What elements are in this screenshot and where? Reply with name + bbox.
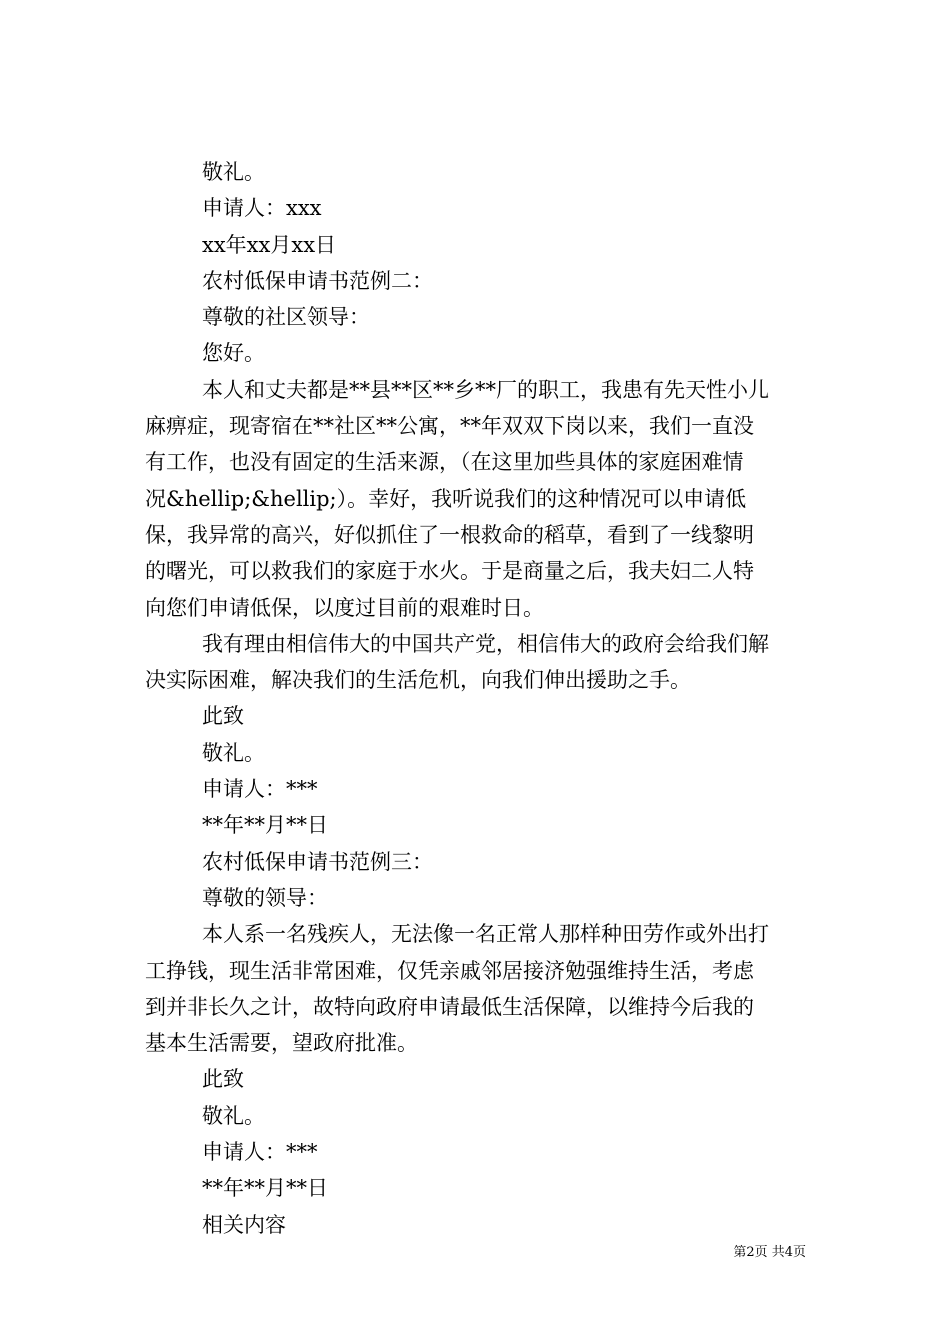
addressee-line: 尊敬的领导： [202,885,328,910]
paragraph-line: 的曙光，可以救我们的家庭于水火。于是商量之后，我夫妇二人特 [145,559,754,584]
paragraph-line: 工挣钱，现生活非常困难，仅凭亲戚邻居接济勉强维持生活，考虑 [145,958,754,983]
paragraph-line: 保，我异常的高兴，好似抓住了一根救命的稻草，看到了一线黎明 [145,522,754,547]
paragraph-line: 基本生活需要，望政府批准。 [145,1031,418,1056]
paragraph-line: 决实际困难，解决我们的生活危机，向我们伸出援助之手。 [145,668,691,693]
paragraph-line: 向您们申请低保，以度过目前的艰难时日。 [145,595,544,620]
addressee-line: 尊敬的社区领导： [202,305,370,330]
applicant-line: 申请人：*** [202,1140,318,1165]
paragraph-line: 到并非长久之计，故特向政府申请最低生活保障，以维持今后我的 [145,994,754,1019]
paragraph-line: 本人和丈夫都是**县**区**乡**厂的职工，我患有先天性小儿 [202,377,769,402]
date-line: xx年xx月xx日 [202,232,337,257]
paragraph-line: 麻痹症，现寄宿在**社区**公寓，**年双双下岗以来，我们一直没 [145,414,754,439]
paragraph-line: 有工作，也没有固定的生活来源，（在这里加些具体的家庭困难情 [145,450,744,475]
body-paragraph [145,916,805,1061]
salutation-closing: 敬礼。 [202,1103,265,1128]
date-line: **年**月**日 [202,1176,328,1201]
closing-line: 此致 [202,704,244,729]
paragraph-line: 本人系一名残疾人，无法像一名正常人那样种田劳作或外出打 [202,922,769,947]
document-body [145,154,805,1243]
applicant-line: 申请人：*** [202,777,318,802]
body-paragraph [145,372,805,626]
salutation-closing: 敬礼。 [202,160,265,184]
body-paragraph [145,626,805,699]
closing-line: 此致 [202,1067,244,1092]
greeting-line: 您好。 [202,341,265,366]
date-line: **年**月**日 [202,813,328,838]
paragraph-line: 我有理由相信伟大的中国共产党，相信伟大的政府会给我们解 [202,631,769,656]
salutation-closing: 敬礼。 [202,740,265,765]
section-heading: 农村低保申请书范例二： [202,268,433,293]
applicant-line: 申请人：xxx [202,196,322,221]
page-number: 第2页 共4页 [733,1245,806,1260]
related-content-link: 相关内容 [202,1212,286,1237]
paragraph-line: 况&hellip;&hellip;）。幸好，我听说我们的这种情况可以申请低 [145,486,747,511]
section-heading: 农村低保申请书范例三： [202,849,433,874]
